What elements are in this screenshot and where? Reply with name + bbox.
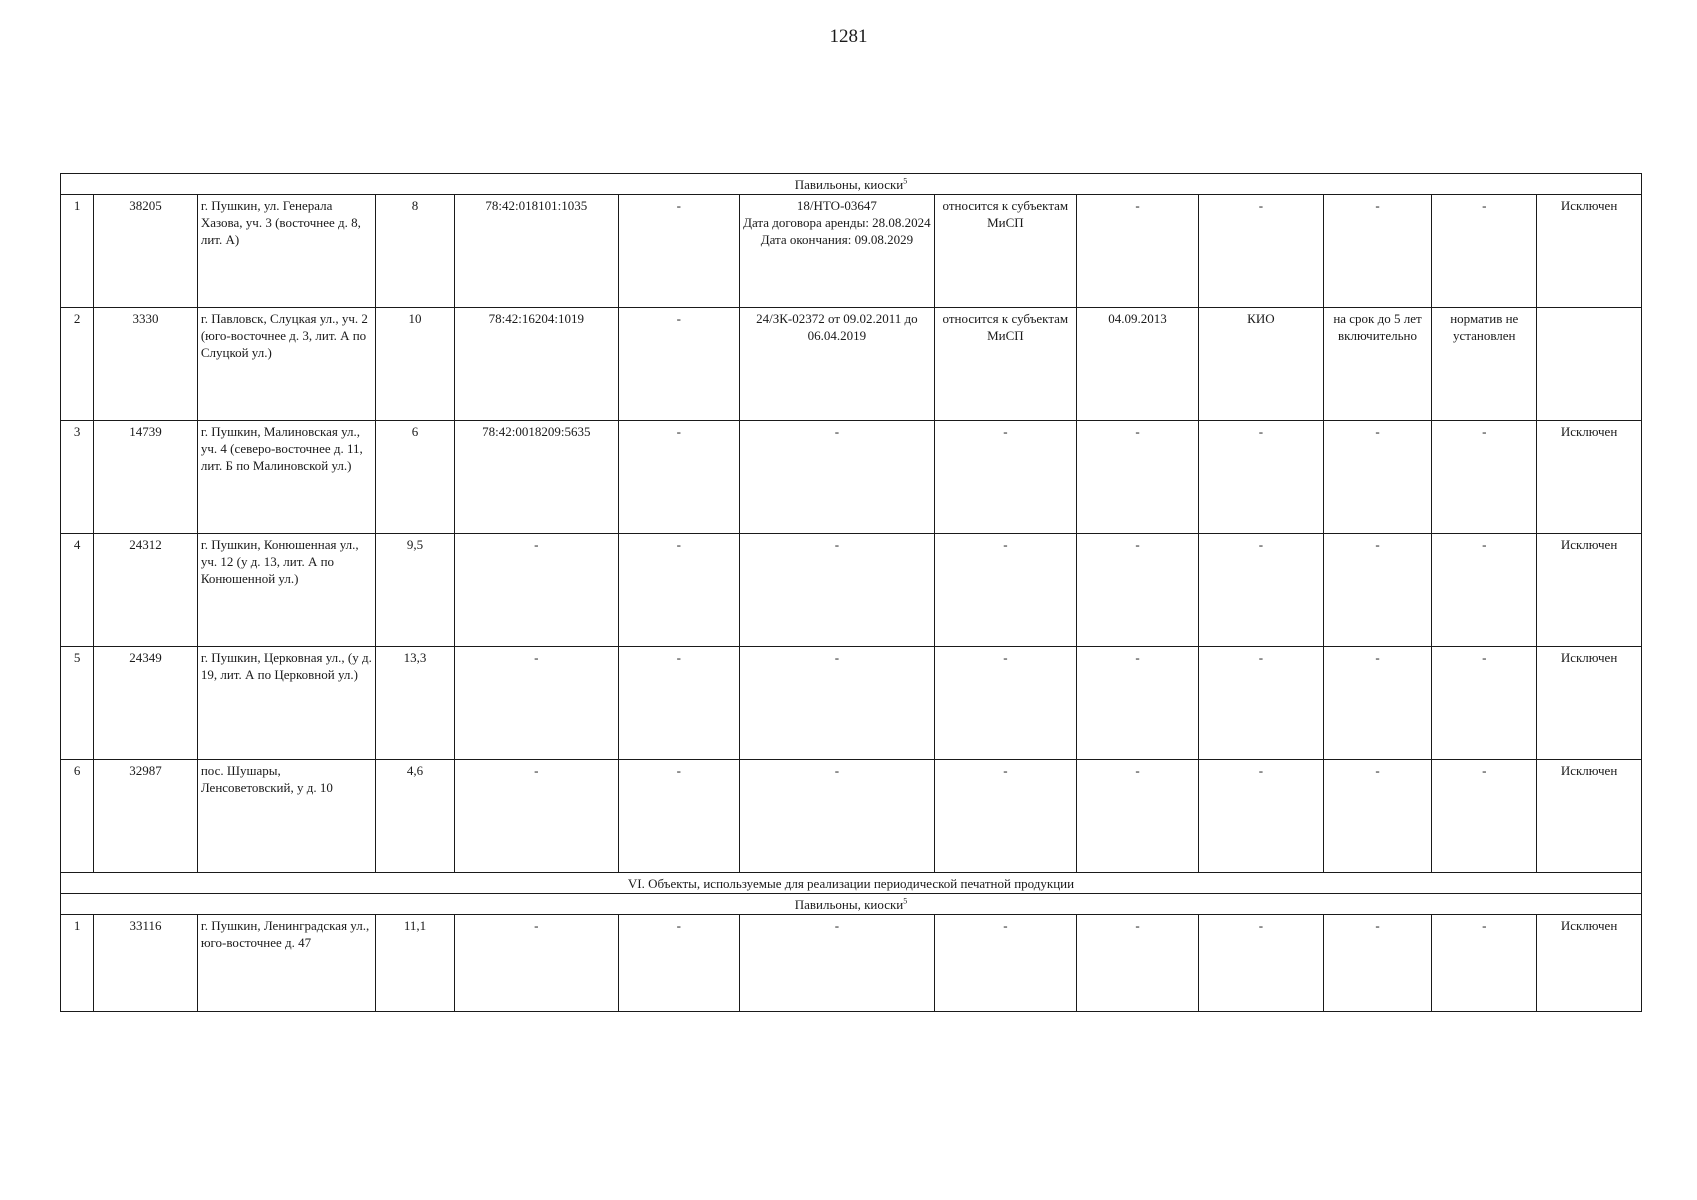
msp-status-cell: - <box>934 760 1076 873</box>
address-cell: пос. Шушары, Ленсоветовский, у д. 10 <box>197 760 375 873</box>
object-id-cell: 38205 <box>94 195 198 308</box>
decision-date-cell: - <box>1076 915 1198 1012</box>
object-id-cell: 24349 <box>94 647 198 760</box>
area-cell: 9,5 <box>376 534 455 647</box>
address-cell: г. Пушкин, Ленинградская ул., юго-восточнее д. 47 <box>197 915 375 1012</box>
row-number-cell: 1 <box>61 915 94 1012</box>
norm-cell: - <box>1432 195 1537 308</box>
term-cell: - <box>1323 647 1432 760</box>
object-id-cell: 14739 <box>94 421 198 534</box>
object-id-cell: 32987 <box>94 760 198 873</box>
registry-table <box>60 173 1642 1012</box>
row-number-cell: 3 <box>61 421 94 534</box>
section-header-pavilions-2 <box>61 894 1642 915</box>
msp-status-cell: относится к субъектам МиСП <box>934 195 1076 308</box>
decision-date-cell: - <box>1076 647 1198 760</box>
norm-cell: - <box>1432 915 1537 1012</box>
section-title: VI. Объекты, используемые для реализации периодической печатной продукции <box>61 873 1642 894</box>
footnote-mark: 5 <box>903 176 908 186</box>
column-6-cell: - <box>618 195 739 308</box>
status-cell: Исключен <box>1537 647 1642 760</box>
area-cell: 10 <box>376 308 455 421</box>
contract-info-cell: - <box>739 760 934 873</box>
status-cell: Исключен <box>1537 760 1642 873</box>
area-cell: 6 <box>376 421 455 534</box>
table-row <box>61 647 1642 760</box>
status-cell <box>1537 308 1642 421</box>
table-row <box>61 308 1642 421</box>
row-number-cell: 6 <box>61 760 94 873</box>
decision-date-cell: - <box>1076 195 1198 308</box>
term-cell: - <box>1323 421 1432 534</box>
decision-date-cell: - <box>1076 534 1198 647</box>
term-cell: - <box>1323 195 1432 308</box>
table-row <box>61 760 1642 873</box>
msp-status-cell: - <box>934 421 1076 534</box>
address-cell: г. Павловск, Слуцкая ул., уч. 2 (юго-восточнее д. 3, лит. А по Слуцкой ул.) <box>197 308 375 421</box>
term-cell: - <box>1323 534 1432 647</box>
area-cell: 13,3 <box>376 647 455 760</box>
authority-cell: - <box>1199 195 1323 308</box>
cadastral-number-cell: 78:42:16204:1019 <box>454 308 618 421</box>
status-cell: Исключен <box>1537 421 1642 534</box>
status-cell: Исключен <box>1537 195 1642 308</box>
authority-cell: - <box>1199 760 1323 873</box>
table-row <box>61 421 1642 534</box>
norm-cell: - <box>1432 421 1537 534</box>
table-row <box>61 534 1642 647</box>
row-number-cell: 4 <box>61 534 94 647</box>
contract-info-cell: - <box>739 915 934 1012</box>
authority-cell: - <box>1199 421 1323 534</box>
table-row <box>61 915 1642 1012</box>
object-id-cell: 33116 <box>94 915 198 1012</box>
column-6-cell: - <box>618 534 739 647</box>
decision-date-cell: - <box>1076 760 1198 873</box>
area-cell: 4,6 <box>376 760 455 873</box>
object-id-cell: 24312 <box>94 534 198 647</box>
msp-status-cell: - <box>934 915 1076 1012</box>
status-cell: Исключен <box>1537 534 1642 647</box>
norm-cell: - <box>1432 534 1537 647</box>
contract-info-cell: - <box>739 534 934 647</box>
msp-status-cell: относится к субъектам МиСП <box>934 308 1076 421</box>
term-cell: на срок до 5 лет включительно <box>1323 308 1432 421</box>
section-header-vi <box>61 873 1642 894</box>
authority-cell: - <box>1199 534 1323 647</box>
decision-date-cell: - <box>1076 421 1198 534</box>
cadastral-number-cell: - <box>454 534 618 647</box>
address-cell: г. Пушкин, ул. Генерала Хазова, уч. 3 (восточнее д. 8, лит. А) <box>197 195 375 308</box>
contract-info-cell: 18/НТО-03647 Дата договора аренды: 28.08.2024 Дата окончания: 09.08.2029 <box>739 195 934 308</box>
msp-status-cell: - <box>934 647 1076 760</box>
authority-cell: - <box>1199 647 1323 760</box>
contract-info-cell: 24/ЗК-02372 от 09.02.2011 до 06.04.2019 <box>739 308 934 421</box>
cadastral-number-cell: - <box>454 647 618 760</box>
row-number-cell: 2 <box>61 308 94 421</box>
authority-cell: КИО <box>1199 308 1323 421</box>
norm-cell: - <box>1432 647 1537 760</box>
cadastral-number-cell: 78:42:018101:1035 <box>454 195 618 308</box>
term-cell: - <box>1323 915 1432 1012</box>
msp-status-cell: - <box>934 534 1076 647</box>
authority-cell: - <box>1199 915 1323 1012</box>
address-cell: г. Пушкин, Конюшенная ул., уч. 12 (у д. 13, лит. А по Конюшенной ул.) <box>197 534 375 647</box>
column-6-cell: - <box>618 915 739 1012</box>
norm-cell: норматив не установлен <box>1432 308 1537 421</box>
address-cell: г. Пушкин, Церковная ул., (у д. 19, лит. А по Церковной ул.) <box>197 647 375 760</box>
section-header-pavilions <box>61 174 1642 195</box>
contract-info-cell: - <box>739 421 934 534</box>
section-title: Павильоны, киоски$^5$ <box>61 894 1642 915</box>
column-6-cell: - <box>618 308 739 421</box>
cadastral-number-cell: 78:42:0018209:5635 <box>454 421 618 534</box>
contract-info-cell: - <box>739 647 934 760</box>
column-6-cell: - <box>618 647 739 760</box>
cadastral-number-cell: - <box>454 760 618 873</box>
table-row <box>61 195 1642 308</box>
norm-cell: - <box>1432 760 1537 873</box>
section-title: Павильоны, киоски$^5$ <box>61 174 1642 195</box>
column-6-cell: - <box>618 760 739 873</box>
page-number: 1281 <box>829 26 868 47</box>
row-number-cell: 1 <box>61 195 94 308</box>
status-cell: Исключен <box>1537 915 1642 1012</box>
term-cell: - <box>1323 760 1432 873</box>
object-id-cell: 3330 <box>94 308 198 421</box>
address-cell: г. Пушкин, Малиновская ул., уч. 4 (северо-восточнее д. 11, лит. Б по Малиновской ул.) <box>197 421 375 534</box>
row-number-cell: 5 <box>61 647 94 760</box>
decision-date-cell: 04.09.2013 <box>1076 308 1198 421</box>
cadastral-number-cell: - <box>454 915 618 1012</box>
area-cell: 11,1 <box>376 915 455 1012</box>
column-6-cell: - <box>618 421 739 534</box>
area-cell: 8 <box>376 195 455 308</box>
footnote-mark: 5 <box>903 896 908 906</box>
